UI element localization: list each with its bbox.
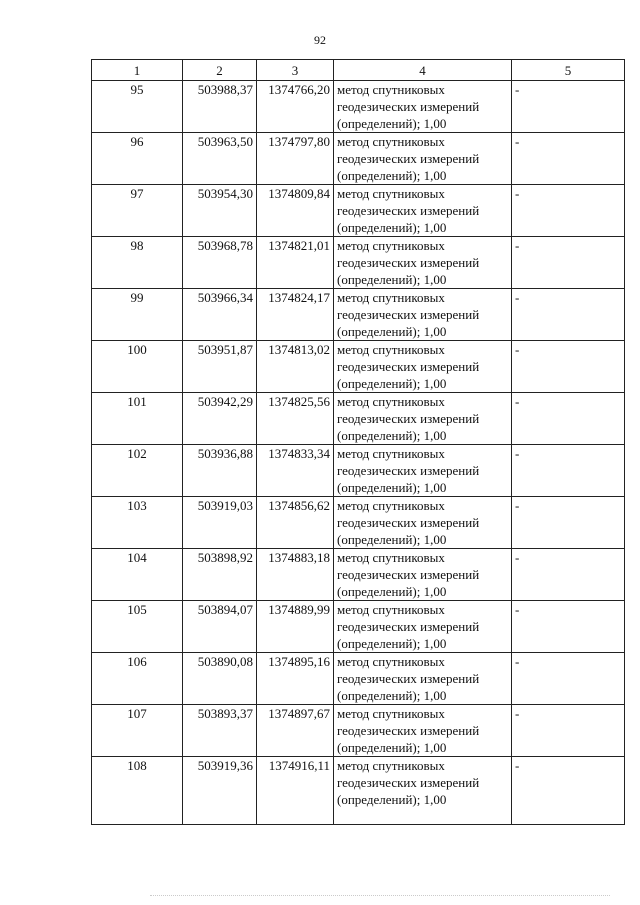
coordinate-y-cell: 1374825,56 [257, 393, 334, 445]
method-line: (определений); 1,00 [337, 272, 447, 287]
method-cell [334, 445, 512, 497]
description-cell: - [512, 341, 625, 393]
coordinates-table [91, 59, 625, 825]
point-number-cell: 96 [92, 133, 183, 185]
method-line: геодезических измерений [337, 775, 480, 790]
column-header: 1 [92, 60, 183, 81]
coordinate-x-cell: 503942,29 [183, 393, 257, 445]
method-line: геодезических измерений [337, 203, 480, 218]
column-header: 5 [512, 60, 625, 81]
coordinate-x-cell: 503936,88 [183, 445, 257, 497]
coordinate-x-cell: 503951,87 [183, 341, 257, 393]
method-line: метод спутниковых [337, 394, 445, 409]
description-cell: - [512, 705, 625, 757]
point-number-cell: 97 [92, 185, 183, 237]
column-header: 4 [334, 60, 512, 81]
description-cell: - [512, 497, 625, 549]
method-line: (определений); 1,00 [337, 636, 447, 651]
method-line: (определений); 1,00 [337, 376, 447, 391]
point-number-cell: 100 [92, 341, 183, 393]
description-cell: - [512, 757, 625, 825]
table-row [92, 549, 625, 601]
description-cell: - [512, 445, 625, 497]
method-line: метод спутниковых [337, 706, 445, 721]
column-header: 3 [257, 60, 334, 81]
method-line: (определений); 1,00 [337, 116, 447, 131]
method-line: метод спутниковых [337, 654, 445, 669]
coordinate-x-cell: 503898,92 [183, 549, 257, 601]
point-number-cell: 102 [92, 445, 183, 497]
table-row [92, 653, 625, 705]
method-line: метод спутниковых [337, 602, 445, 617]
method-line: (определений); 1,00 [337, 324, 447, 339]
method-line: геодезических измерений [337, 723, 480, 738]
table-row [92, 185, 625, 237]
description-cell: - [512, 393, 625, 445]
coordinate-y-cell: 1374833,34 [257, 445, 334, 497]
table-row [92, 445, 625, 497]
coordinate-x-cell: 503968,78 [183, 237, 257, 289]
method-cell [334, 237, 512, 289]
method-cell [334, 549, 512, 601]
point-number-cell: 107 [92, 705, 183, 757]
coordinate-y-cell: 1374821,01 [257, 237, 334, 289]
point-number-cell: 105 [92, 601, 183, 653]
table-row [92, 237, 625, 289]
method-line: геодезических измерений [337, 151, 480, 166]
coordinate-x-cell: 503890,08 [183, 653, 257, 705]
coordinate-x-cell: 503988,37 [183, 81, 257, 133]
point-number-cell: 98 [92, 237, 183, 289]
scan-artifact-line [150, 895, 610, 902]
point-number-cell: 108 [92, 757, 183, 825]
coordinate-y-cell: 1374766,20 [257, 81, 334, 133]
table-row [92, 497, 625, 549]
method-line: метод спутниковых [337, 290, 445, 305]
method-line: геодезических измерений [337, 463, 480, 478]
point-number-cell: 95 [92, 81, 183, 133]
point-number-cell: 103 [92, 497, 183, 549]
coordinate-y-cell: 1374889,99 [257, 601, 334, 653]
method-line: геодезических измерений [337, 515, 480, 530]
table-row [92, 601, 625, 653]
description-cell: - [512, 133, 625, 185]
coordinate-x-cell: 503963,50 [183, 133, 257, 185]
method-line: геодезических измерений [337, 671, 480, 686]
method-line: (определений); 1,00 [337, 792, 447, 807]
coordinate-y-cell: 1374856,62 [257, 497, 334, 549]
table-row [92, 757, 625, 825]
method-line: геодезических измерений [337, 99, 480, 114]
method-cell [334, 133, 512, 185]
description-cell: - [512, 237, 625, 289]
table-body [92, 81, 625, 825]
method-line: (определений); 1,00 [337, 480, 447, 495]
method-line: метод спутниковых [337, 446, 445, 461]
coordinate-y-cell: 1374809,84 [257, 185, 334, 237]
coordinate-x-cell: 503954,30 [183, 185, 257, 237]
method-cell [334, 601, 512, 653]
coordinate-x-cell: 503894,07 [183, 601, 257, 653]
method-line: (определений); 1,00 [337, 428, 447, 443]
method-cell [334, 653, 512, 705]
method-line: геодезических измерений [337, 411, 480, 426]
point-number-cell: 99 [92, 289, 183, 341]
coordinate-y-cell: 1374797,80 [257, 133, 334, 185]
column-header: 2 [183, 60, 257, 81]
method-line: геодезических измерений [337, 359, 480, 374]
coordinate-y-cell: 1374824,17 [257, 289, 334, 341]
point-number-cell: 101 [92, 393, 183, 445]
point-number-cell: 106 [92, 653, 183, 705]
method-cell [334, 81, 512, 133]
method-line: метод спутниковых [337, 238, 445, 253]
method-line: геодезических измерений [337, 567, 480, 582]
method-line: (определений); 1,00 [337, 220, 447, 235]
description-cell: - [512, 601, 625, 653]
method-cell [334, 393, 512, 445]
coordinate-y-cell: 1374897,67 [257, 705, 334, 757]
method-line: геодезических измерений [337, 255, 480, 270]
table-row [92, 81, 625, 133]
description-cell: - [512, 653, 625, 705]
method-line: метод спутниковых [337, 134, 445, 149]
method-cell [334, 341, 512, 393]
coordinate-y-cell: 1374895,16 [257, 653, 334, 705]
table-row [92, 341, 625, 393]
method-line: метод спутниковых [337, 758, 445, 773]
table-row [92, 289, 625, 341]
coordinate-x-cell: 503919,36 [183, 757, 257, 825]
point-number-cell: 104 [92, 549, 183, 601]
method-cell [334, 185, 512, 237]
method-line: метод спутниковых [337, 550, 445, 565]
method-cell [334, 705, 512, 757]
method-cell [334, 497, 512, 549]
method-line: (определений); 1,00 [337, 532, 447, 547]
description-cell: - [512, 185, 625, 237]
method-cell [334, 757, 512, 825]
method-line: (определений); 1,00 [337, 168, 447, 183]
method-line: (определений); 1,00 [337, 584, 447, 599]
method-line: метод спутниковых [337, 498, 445, 513]
method-line: метод спутниковых [337, 82, 445, 97]
coordinate-x-cell: 503919,03 [183, 497, 257, 549]
coordinate-x-cell: 503893,37 [183, 705, 257, 757]
table-row [92, 133, 625, 185]
method-line: метод спутниковых [337, 186, 445, 201]
table-row [92, 705, 625, 757]
table-row [92, 393, 625, 445]
method-line: геодезических измерений [337, 619, 480, 634]
method-cell [334, 289, 512, 341]
description-cell: - [512, 289, 625, 341]
coordinate-x-cell: 503966,34 [183, 289, 257, 341]
method-line: (определений); 1,00 [337, 740, 447, 755]
method-line: метод спутниковых [337, 342, 445, 357]
method-line: геодезических измерений [337, 307, 480, 322]
method-line: (определений); 1,00 [337, 688, 447, 703]
description-cell: - [512, 549, 625, 601]
coordinate-y-cell: 1374813,02 [257, 341, 334, 393]
page-number: 92 [314, 33, 326, 47]
coordinate-y-cell: 1374916,11 [257, 757, 334, 825]
table-header-row [92, 60, 625, 81]
coordinate-y-cell: 1374883,18 [257, 549, 334, 601]
description-cell: - [512, 81, 625, 133]
